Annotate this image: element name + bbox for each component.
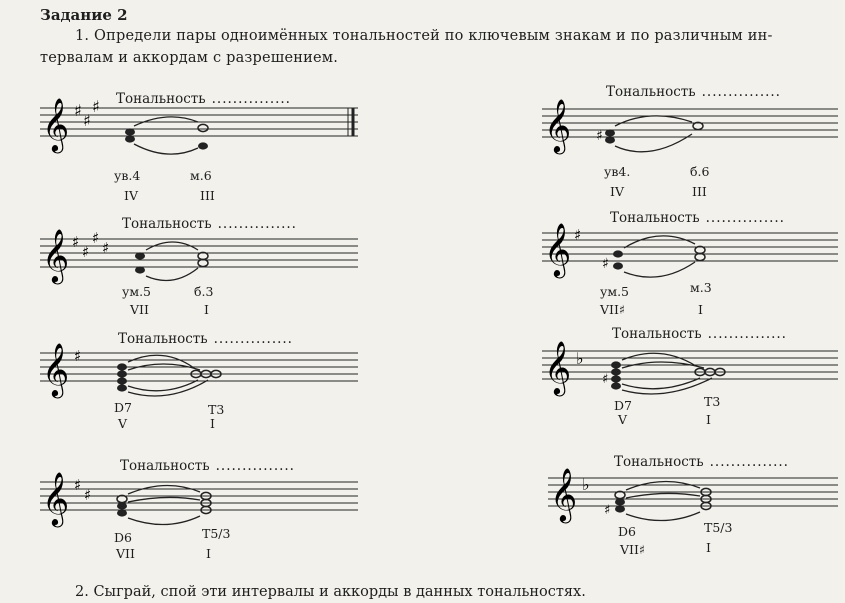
sharp-icon: ♯ — [72, 233, 80, 251]
note-head — [117, 377, 127, 384]
note-head — [615, 498, 625, 505]
task-text-line-1: 1. Определи пары одноимённых тональностей по ключевым знакам и по различным ин- — [75, 28, 773, 44]
tonality-label: Тональность ............... — [120, 458, 295, 474]
arrow-icon — [624, 236, 695, 248]
interval-label: ум.5 — [600, 284, 630, 299]
note-head — [135, 252, 145, 259]
arrow-icon — [146, 268, 198, 281]
arrow-icon — [128, 380, 208, 396]
degree-label: I — [204, 302, 209, 317]
sharp-icon: ♯ — [102, 239, 110, 257]
note-head — [117, 502, 127, 509]
staff-7 — [38, 458, 368, 533]
note-head — [613, 262, 623, 269]
note-head — [117, 509, 127, 516]
sharp-icon: ♯ — [602, 372, 609, 387]
flat-icon: ♭ — [582, 475, 590, 494]
note-head — [117, 363, 127, 370]
tonality-label: Тональность ............... — [122, 216, 297, 232]
interval-label: ум.5 — [122, 284, 152, 299]
arrow-icon — [128, 516, 200, 525]
sharp-icon: ♯ — [92, 97, 100, 116]
treble-clef-icon: 𝄞 — [42, 97, 70, 151]
sharp-icon: ♯ — [83, 111, 91, 130]
staff-8 — [546, 454, 841, 529]
degree-label: I — [210, 416, 215, 431]
staff-5 — [38, 330, 368, 400]
arrow-icon — [624, 262, 695, 277]
degree-label: VII♯ — [620, 542, 645, 557]
task-title: Задание 2 — [40, 6, 128, 24]
sharp-icon: ♯ — [92, 229, 100, 247]
treble-clef-icon: 𝄞 — [42, 342, 70, 396]
tonality-label: Тональность ............... — [612, 326, 787, 342]
tonality-label: Тональность ............... — [118, 331, 293, 347]
degree-label: I — [206, 546, 211, 561]
sharp-icon: ♯ — [596, 128, 603, 144]
chord-label: D6 — [114, 530, 132, 545]
note-head — [125, 128, 135, 135]
staff-1 — [38, 88, 368, 158]
note-head — [117, 384, 127, 391]
degree-label: IV — [124, 188, 138, 203]
sharp-icon: ♯ — [74, 476, 82, 494]
degree-label: I — [698, 302, 703, 317]
arrow-icon — [626, 493, 700, 498]
arrow-icon — [622, 378, 712, 394]
treble-clef-icon: 𝄞 — [42, 471, 70, 525]
degree-label: VII — [130, 302, 149, 317]
sharp-icon: ♯ — [604, 503, 611, 518]
note-head — [615, 505, 625, 512]
interval-label: м.6 — [190, 168, 212, 183]
flat-icon: ♭ — [576, 349, 584, 368]
tonality-label: Тональность ............... — [610, 210, 785, 226]
sharp-icon: ♯ — [84, 486, 92, 504]
chord-label: D6 — [618, 524, 636, 539]
treble-clef-icon: 𝄞 — [544, 340, 572, 394]
degree-label: VII — [116, 546, 135, 561]
interval-label: ув.4 — [114, 168, 141, 183]
chord-label: T3 — [208, 402, 225, 417]
note-head — [611, 382, 621, 389]
tonality-label: Тональность ............... — [614, 454, 789, 470]
degree-label: III — [200, 188, 215, 203]
note-head — [605, 136, 615, 143]
staff-6 — [540, 326, 840, 396]
treble-clef-icon: 𝄞 — [42, 228, 70, 282]
arrow-icon — [626, 512, 700, 521]
task-text-line-2: тервалам и аккордам с разрешением. — [40, 50, 339, 66]
chord-label: T5/3 — [202, 526, 231, 541]
staff-3 — [38, 214, 368, 284]
note-head — [198, 124, 208, 131]
note-head — [611, 361, 621, 368]
chord-label: D7 — [114, 400, 132, 415]
interval-label: б.6 — [690, 164, 710, 179]
sharp-icon: ♯ — [74, 347, 82, 365]
note-head — [611, 368, 621, 375]
degree-label: III — [692, 184, 707, 199]
arrow-icon — [134, 117, 198, 126]
chord-label: T5/3 — [704, 520, 733, 535]
arrow-icon — [615, 116, 692, 126]
arrow-icon — [128, 380, 198, 391]
note-head — [605, 129, 615, 136]
arrow-icon — [128, 497, 200, 502]
chord-label: D7 — [614, 398, 632, 413]
note-head — [198, 142, 208, 149]
staff-4 — [540, 210, 840, 280]
arrow-icon — [128, 485, 200, 494]
interval-label: м.3 — [690, 280, 712, 295]
arrow-icon — [134, 144, 198, 154]
sharp-icon: ♯ — [574, 226, 582, 244]
note-head — [611, 375, 621, 382]
note-head — [613, 250, 623, 257]
degree-label: I — [706, 540, 711, 555]
sharp-icon: ♯ — [74, 101, 82, 120]
treble-clef-icon: 𝄞 — [544, 98, 572, 152]
treble-clef-icon: 𝄞 — [550, 467, 578, 521]
tonality-label: Тональность ............... — [116, 91, 291, 107]
note-head — [117, 370, 127, 377]
note-head — [125, 135, 135, 142]
note-head — [135, 266, 145, 273]
chord-label: T3 — [704, 394, 721, 409]
degree-label: I — [706, 412, 711, 427]
arrow-icon — [622, 378, 700, 389]
sharp-icon: ♯ — [602, 256, 609, 272]
interval-label: б.3 — [194, 284, 214, 299]
tonality-label: Тональность ............... — [606, 84, 781, 100]
task-2-text: 2. Сыграй, спой эти интервалы и аккорды в данных тональностях. — [75, 584, 586, 600]
treble-clef-icon: 𝄞 — [544, 222, 572, 276]
sharp-icon: ♯ — [82, 243, 90, 261]
degree-label: VII♯ — [600, 302, 625, 317]
arrow-icon — [626, 481, 700, 490]
degree-label: V — [118, 416, 128, 431]
degree-label: V — [618, 412, 628, 427]
interval-label: ув4. — [604, 164, 631, 179]
degree-label: IV — [610, 184, 624, 199]
staff-2 — [540, 84, 840, 154]
